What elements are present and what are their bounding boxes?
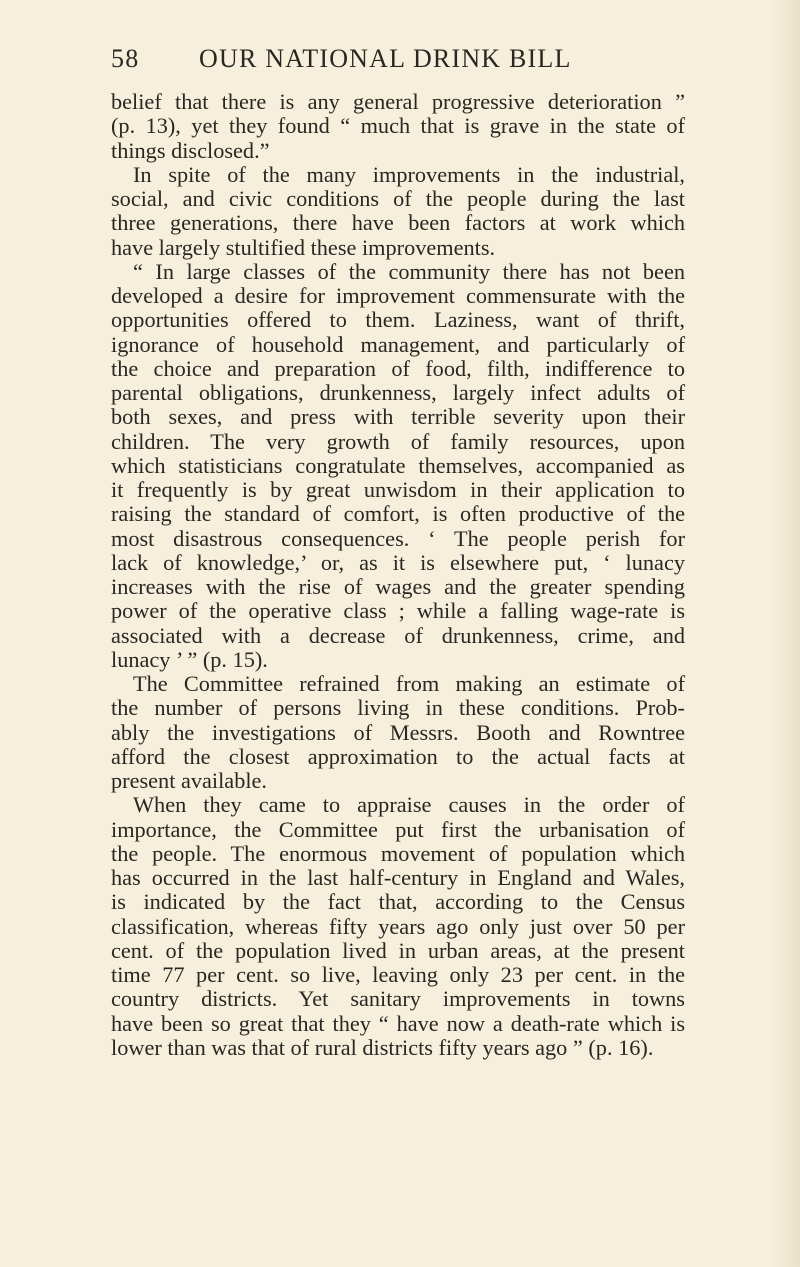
text-line: lower than was that of rural districts fifty years ago ” (p. 16). bbox=[111, 1034, 654, 1060]
text-line: the people. The enormous movement of population which bbox=[111, 840, 685, 866]
text-line: children. The very growth of family resources, upon bbox=[111, 428, 685, 454]
paragraph bbox=[111, 90, 685, 163]
text-line: ably the investigations of Messrs. Booth and Rowntree bbox=[111, 719, 685, 745]
text-line: afford the closest approximation to the actual facts at bbox=[111, 743, 685, 769]
page-number: 58 bbox=[111, 44, 140, 73]
text-line: associated with a decrease of drunkenness, crime, and bbox=[111, 622, 685, 648]
text-line: the number of persons living in these conditions. Prob- bbox=[111, 695, 685, 721]
paragraph bbox=[111, 260, 685, 672]
text-line: have largely stultified these improvements. bbox=[111, 234, 496, 260]
text-line: social, and civic conditions of the people during the last bbox=[111, 186, 685, 211]
text-line: developed a desire for improvement commensurate with the bbox=[111, 283, 685, 308]
paragraph bbox=[111, 672, 685, 793]
text-line: importance, the Committee put first the urbanisation of bbox=[111, 816, 685, 842]
text-line: belief that there is any general progressive deterioration ” bbox=[111, 89, 685, 114]
text-line: lack of knowledge,’ or, as it is elsewhere put, ‘ lunacy bbox=[111, 549, 685, 575]
text-line: time 77 per cent. so live, leaving only 23 per cent. in the bbox=[111, 962, 685, 987]
text-line: three generations, there have been factors at work which bbox=[111, 210, 685, 236]
text-line: things disclosed.” bbox=[111, 137, 270, 163]
text-line: raising the standard of comfort, is often productive of the bbox=[111, 501, 685, 527]
text-line: opportunities offered to them. Laziness, want of thrift, bbox=[111, 307, 685, 333]
text-line: classification, whereas fifty years ago only just over 50 per bbox=[111, 913, 685, 939]
running-head bbox=[111, 44, 691, 84]
text-line: In spite of the many improvements in the industrial, bbox=[133, 161, 685, 187]
text-line: which statisticians congratulate themselves, accompanied as bbox=[111, 452, 685, 478]
text-line: is indicated by the fact that, according to the Census bbox=[111, 889, 685, 915]
text-line: (p. 13), yet they found “ much that is grave in the state of bbox=[111, 113, 685, 139]
text-line: it frequently is by great unwisdom in their application to bbox=[111, 477, 685, 502]
text-line: most disastrous consequences. ‘ The people perish for bbox=[111, 525, 685, 551]
text-line: ignorance of household management, and particularly of bbox=[111, 331, 685, 357]
text-line: has occurred in the last half-century in England and Wales, bbox=[111, 865, 685, 890]
text-line: When they came to appraise causes in the order of bbox=[133, 792, 685, 818]
text-line: power of the operative class ; while a falling wage-rate is bbox=[111, 598, 685, 624]
paragraph bbox=[111, 163, 685, 260]
text-line: country districts. Yet sanitary improvements in towns bbox=[111, 986, 685, 1012]
text-line: increases with the rise of wages and the greater spending bbox=[111, 574, 685, 599]
text-line: present available. bbox=[111, 768, 268, 793]
text-line: The Committee refrained from making an estimate of bbox=[133, 671, 685, 696]
text-line: have been so great that they “ have now a death-rate which is bbox=[111, 1010, 685, 1036]
paragraph bbox=[111, 793, 685, 1060]
text-line: lunacy ’ ” (p. 15). bbox=[111, 646, 268, 672]
page-title: OUR NATIONAL DRINK BILL bbox=[199, 44, 572, 73]
text-line: “ In large classes of the community there has not been bbox=[133, 258, 685, 284]
text-line: the choice and preparation of food, filth, indifference to bbox=[111, 355, 685, 381]
text-line: both sexes, and press with terrible severity upon their bbox=[111, 404, 685, 430]
body-text bbox=[111, 90, 685, 1060]
text-line: parental obligations, drunkenness, largely infect adults of bbox=[111, 380, 685, 405]
text-line: cent. of the population lived in urban areas, at the present bbox=[111, 937, 685, 963]
